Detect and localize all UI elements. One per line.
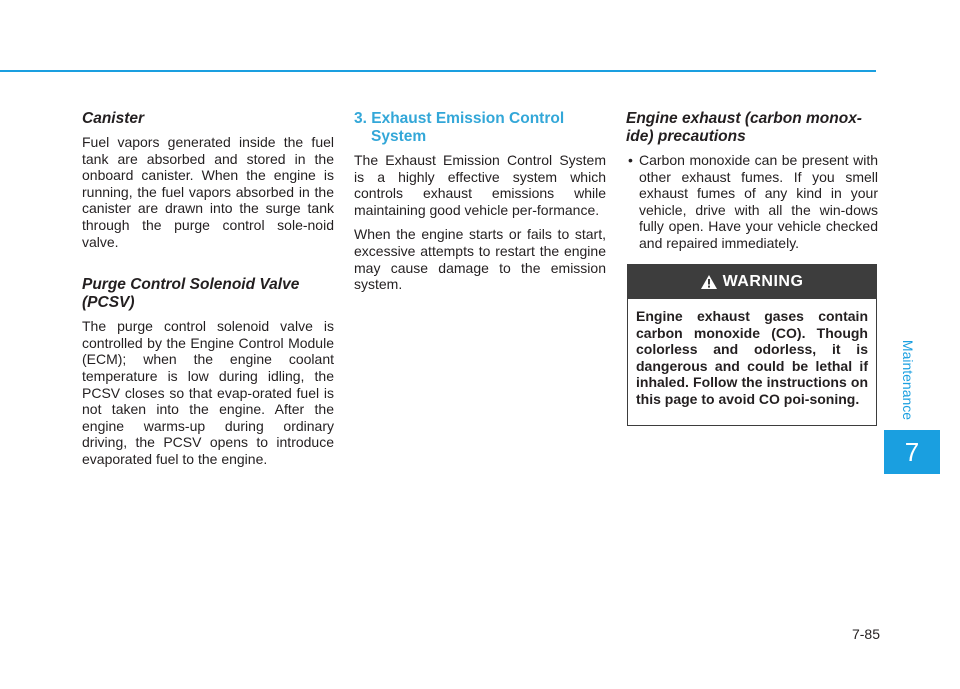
list-item-text: Carbon monoxide can be present with other exhaust fumes. If you smell exhaust fumes of any kind in your vehicle, drive with all the win-dows fully open. Have your vehicle checked and repaired immediately. xyxy=(639,152,878,251)
warning-title: WARNING xyxy=(722,273,804,290)
pcsv-heading: Purge Control Solenoid Valve (PCSV) xyxy=(82,276,300,312)
warning-triangle-icon xyxy=(701,275,717,289)
emission-system-paragraph: The Exhaust Emission Control System is a highly effective system which controls exhaust emissions while maintaining good vehicle per-formance. xyxy=(354,152,606,218)
precautions-list xyxy=(626,152,878,252)
section-heading: 3. Exhaust Emission Control System xyxy=(354,110,565,145)
restart-caution-paragraph: When the engine starts or fails to start, excessive attempts to restart the engine may cause damage to the emission system. xyxy=(354,226,606,293)
exhaust-precautions-heading: Engine exhaust (carbon monox-ide) precautions xyxy=(626,110,862,145)
top-divider-rule xyxy=(0,70,876,72)
section-label-text: Maintenance xyxy=(900,339,917,421)
warning-text: Engine exhaust gases contain carbon monoxide (CO). Though colorless and odorless, it is dangerous and could be lethal if inhaled. Follow the instructions on this page to avoid CO poi-soning. xyxy=(636,308,868,407)
warning-box xyxy=(627,264,877,426)
canister-paragraph: Fuel vapors generated inside the fuel tank are absorbed and stored in the onboard canister. When the engine is running, the fuel vapors absorbed in the canister are drawn into the surge tank through the purge control sole-noid valve. xyxy=(82,134,334,250)
page-number: 7-85 xyxy=(851,626,880,642)
canister-heading: Canister xyxy=(82,110,145,127)
bullet-marker: • xyxy=(628,152,633,168)
chapter-tab: 7 xyxy=(884,430,940,474)
column-right xyxy=(626,110,878,252)
section-side-label xyxy=(878,340,938,420)
list-item xyxy=(626,152,878,252)
warning-header xyxy=(628,265,876,299)
column-left xyxy=(82,110,334,476)
column-middle xyxy=(354,110,606,301)
pcsv-paragraph: The purge control solenoid valve is controlled by the Engine Control Module (ECM); when the engine coolant temperature is low during idling, the PCSV closes so that evap-orated fuel is not taken into the engine. After the engine warms-up during ordinary driving, the PCSV opens to introduce evaporated fuel to the engine. xyxy=(82,318,334,467)
